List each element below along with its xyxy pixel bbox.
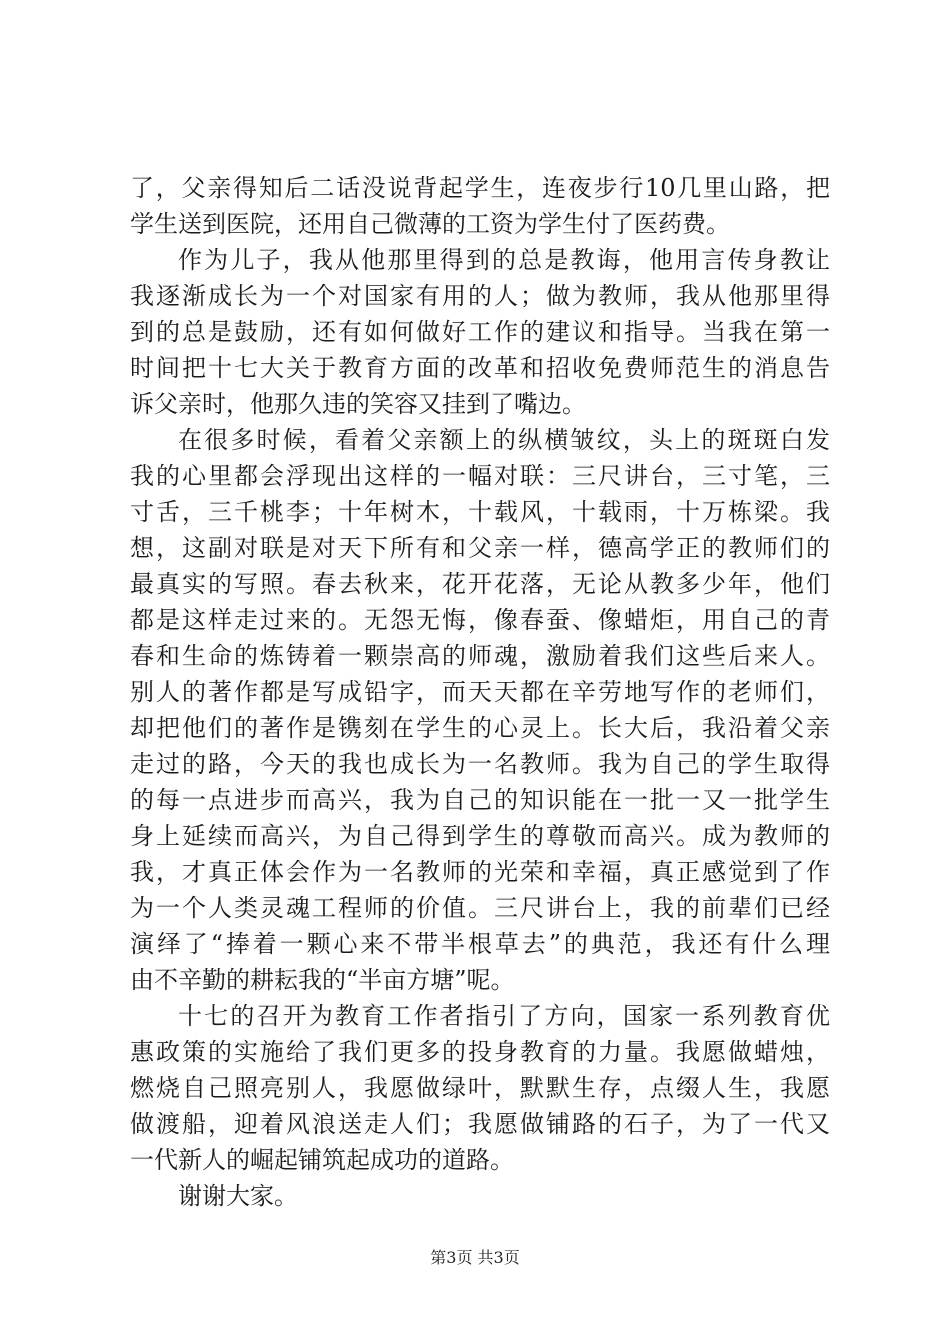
text-line: 都是这样走过来的。无怨无悔，像春蚕、像蜡炬，用自己的青 (130, 606, 830, 634)
text-line: 我的心里都会浮现出这样的一幅对联：三尺讲台，三寸笔，三 (130, 462, 830, 490)
text-line: 在很多时候，看着父亲额上的纵横皱纹，头上的斑斑白发 (178, 426, 830, 454)
text-line: 寸舌，三千桃李；十年树木，十载风，十载雨，十万栋梁。我 (130, 498, 830, 526)
text-line: 做渡船，迎着风浪送走人们；我愿做铺路的石子，为了一代又 (130, 1110, 830, 1138)
text-line: 春和生命的炼铸着一颗崇高的师魂，激励着我们这些后来人。 (130, 642, 830, 670)
paragraph (130, 998, 830, 1178)
text-line: 演绎了“捧着一颗心来不带半根草去”的典范，我还有什么理 (130, 930, 830, 958)
text-line: 一代新人的崛起铺筑起成功的道路。 (130, 1146, 514, 1174)
document-body (130, 170, 830, 1214)
paragraph (130, 170, 830, 242)
text-line: 我，才真正体会作为一名教师的光荣和幸福，真正感觉到了作 (130, 858, 830, 886)
text-line: 诉父亲时，他那久违的笑容又挂到了嘴边。 (130, 390, 586, 418)
paragraph (130, 422, 830, 998)
text-line: 身上延续而高兴，为自己得到学生的尊敬而高兴。成为教师的 (130, 822, 830, 850)
text-line: 想，这副对联是对天下所有和父亲一样，德高学正的教师们的 (130, 534, 830, 562)
text-line: 最真实的写照。春去秋来，花开花落，无论从教多少年，他们 (130, 570, 830, 598)
text-line: 了，父亲得知后二话没说背起学生，连夜步行10几里山路，把 (130, 174, 830, 202)
text-line: 我逐渐成长为一个对国家有用的人；做为教师，我从他那里得 (130, 282, 830, 310)
text-line: 到的总是鼓励，还有如何做好工作的建议和指导。当我在第一 (130, 318, 830, 346)
page-footer: 第3页 共3页 (430, 1248, 520, 1267)
text-line: 学生送到医院，还用自己微薄的工资为学生付了医药费。 (130, 210, 730, 238)
text-line: 作为儿子，我从他那里得到的总是教诲，他用言传身教让 (178, 246, 830, 274)
paragraph (130, 1178, 830, 1214)
paragraph (130, 242, 830, 422)
text-line: 十七的召开为教育工作者指引了方向，国家一系列教育优 (178, 1002, 830, 1030)
text-line: 为一个人类灵魂工程师的价值。三尺讲台上，我的前辈们已经 (130, 894, 830, 922)
text-line: 惠政策的实施给了我们更多的投身教育的力量。我愿做蜡烛， (130, 1038, 830, 1066)
text-line: 别人的著作都是写成铅字，而天天都在辛劳地写作的老师们， (130, 678, 830, 706)
text-line: 谢谢大家。 (178, 1182, 298, 1210)
text-line: 燃烧自己照亮别人，我愿做绿叶，默默生存，点缀人生，我愿 (130, 1074, 830, 1102)
text-line: 时间把十七大关于教育方面的改革和招收免费师范生的消息告 (130, 354, 830, 382)
text-line: 由不辛勤的耕耘我的“半亩方塘”呢。 (130, 966, 515, 994)
text-line: 却把他们的著作是镌刻在学生的心灵上。长大后，我沿着父亲 (130, 714, 830, 742)
text-line: 的每一点进步而高兴，我为自己的知识能在一批一又一批学生 (130, 786, 830, 814)
text-line: 走过的路，今天的我也成长为一名教师。我为自己的学生取得 (130, 750, 830, 778)
